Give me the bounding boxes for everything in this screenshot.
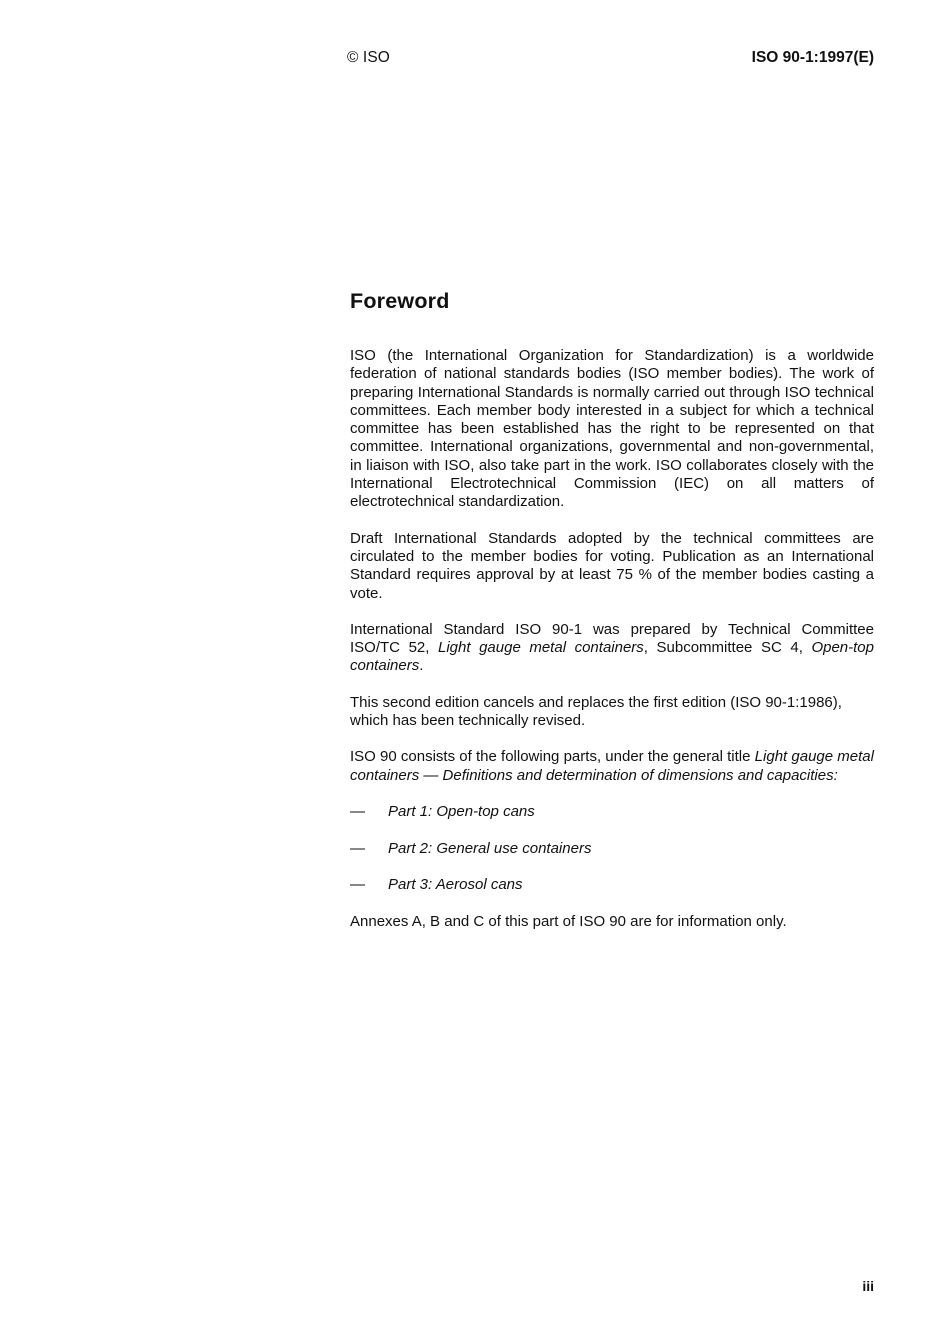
part-label: Part 3: Aerosol cans bbox=[388, 876, 523, 894]
list-dash: — bbox=[350, 876, 365, 894]
committee-title: Light gauge metal containers bbox=[437, 639, 644, 657]
paragraph-parts-intro bbox=[350, 748, 874, 785]
text-run: International Standard ISO 90-1 was prepared by Technical Committee ISO/TC 52, bbox=[350, 620, 874, 657]
subcommittee-title: Open-top containers bbox=[350, 639, 874, 675]
list-item bbox=[350, 840, 874, 858]
text-run: ISO 90 consists of the following parts, under the general title bbox=[350, 748, 755, 766]
foreword-section bbox=[350, 289, 874, 949]
page-number: iii bbox=[862, 1278, 874, 1294]
list-item bbox=[350, 876, 874, 894]
header-copyright: © ISO bbox=[347, 49, 390, 66]
parts-list bbox=[350, 803, 874, 894]
text-run: . bbox=[419, 657, 424, 675]
header-document-id: ISO 90-1:1997(E) bbox=[751, 49, 874, 66]
text-run: , Subcommittee SC 4, bbox=[643, 639, 812, 657]
list-dash: — bbox=[350, 839, 365, 857]
page-title: Foreword bbox=[350, 289, 450, 313]
paragraph-annexes: Annexes A, B and C of this part of ISO 90 are for information only. bbox=[350, 912, 787, 930]
part-label: Part 1: Open-top cans bbox=[388, 802, 535, 820]
paragraph-iso-intro: ISO (the International Organization for Standardization) is a worldwide federation of national standards bodies (ISO member bodies). The work of preparing International Standards is normally carried out through ISO technical committees. Each member body interested in a subject for which a technical committee has been established has the right to be represented on that committee. International organizations, governmental and non-governmental, in liaison with ISO, also take part in the work. ISO collaborates closely with the International Electrotechnical Commission (IEC) on all matters of electrotechnical standardization. bbox=[350, 347, 874, 511]
paragraph-preparation bbox=[350, 621, 874, 676]
paragraph-draft-standards: Draft International Standards adopted by the technical committees are circulated to the member bodies for voting. Publication as an International Standard requires approval by at least 75 % of the member bodies casting a vote. bbox=[350, 529, 874, 602]
general-title: Light gauge metal containers — Definitions and determination of dimensions and capacities: bbox=[350, 748, 874, 784]
list-item bbox=[350, 803, 874, 821]
list-dash: — bbox=[350, 802, 365, 820]
paragraph-edition: This second edition cancels and replaces the first edition (ISO 90-1:1986), which has been technically revised. bbox=[350, 693, 842, 730]
part-label: Part 2: General use containers bbox=[388, 839, 592, 857]
